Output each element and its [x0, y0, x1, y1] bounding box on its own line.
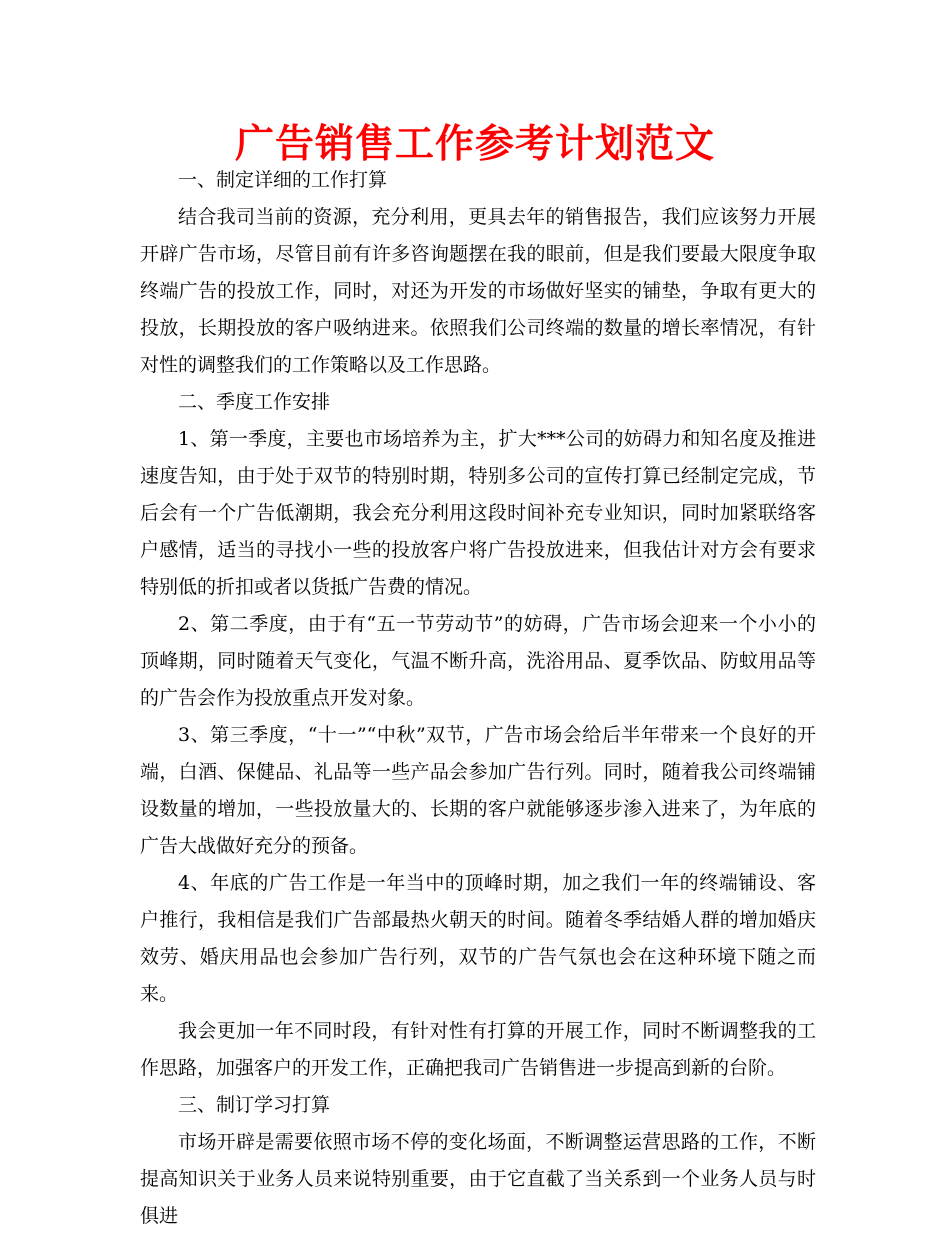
section-heading-3: 三、制订学习打算 — [178, 1094, 331, 1116]
document-body — [140, 162, 816, 1235]
paragraph-q3: 3、第三季度，“十一”“中秋”双节，广告市场会给后半年带来一个良好的开端，白酒、保健品、礼品等一些产品会参加广告行列。同时，随着我公司终端铺设数量的增加，一些投放量大的、长期的客户就能够逐步渗入进来了，为年底的广告大战做好充分的预备。 — [140, 724, 816, 857]
paragraph-plan-overview: 结合我司当前的资源，充分利用，更具去年的销售报告，我们应该努力开展开辟广告市场，尽管目前有许多咨询题摆在我的眼前，但是我们要最大限度争取终端广告的投放工作，同时，对还为开发的市场做好坚实的铺垫，争取有更大的投放，长期投放的客户吸纳进来。依照我们公司终端的数量的增长率情况，有针对性的调整我们的工作策略以及工作思路。 — [140, 206, 816, 376]
section-heading-2: 二、季度工作安排 — [178, 391, 331, 413]
section-heading-1: 一、制定详细的工作打算 — [178, 169, 388, 191]
paragraph-learning-plan: 市场开辟是需要依照市场不停的变化场面，不断调整运营思路的工作，不断提高知识关于业务人员来说特别重要，由于它直截了当关系到一个业务人员与时俱进 — [140, 1131, 816, 1227]
paragraph-summary: 我会更加一年不同时段，有针对性有打算的开展工作，同时不断调整我的工作思路，加强客户的开发工作，正确把我司广告销售进一步提高到新的台阶。 — [140, 1020, 816, 1079]
paragraph-q4: 4、年底的广告工作是一年当中的顶峰时期，加之我们一年的终端铺设、客户推行，我相信是我们广告部最热火朝天的时间。随着冬季结婚人群的增加婚庆效劳、婚庆用品也会参加广告行列，双节的广告气氛也会在这种环境下随之而来。 — [140, 872, 816, 1005]
paragraph-q1: 1、第一季度，主要也市场培养为主，扩大***公司的妨碍力和知名度及推进速度告知，由于处于双节的特别时期，特别多公司的宣传打算已经制定完成，节后会有一个广告低潮期，我会充分利用这段时间补充专业知识，同时加紧联络客户感情，适当的寻找小一些的投放客户将广告投放进来，但我估计对方会有要求特别低的折扣或者以货抵广告费的情况。 — [140, 428, 816, 598]
document-title: 广告销售工作参考计划范文 — [234, 122, 715, 167]
paragraph-q2: 2、第二季度，由于有“五一节劳动节”的妨碍，广告市场会迎来一个小小的顶峰期，同时随着天气变化，气温不断升高，洗浴用品、夏季饮品、防蚊用品等的广告会作为投放重点开发对象。 — [140, 613, 816, 709]
